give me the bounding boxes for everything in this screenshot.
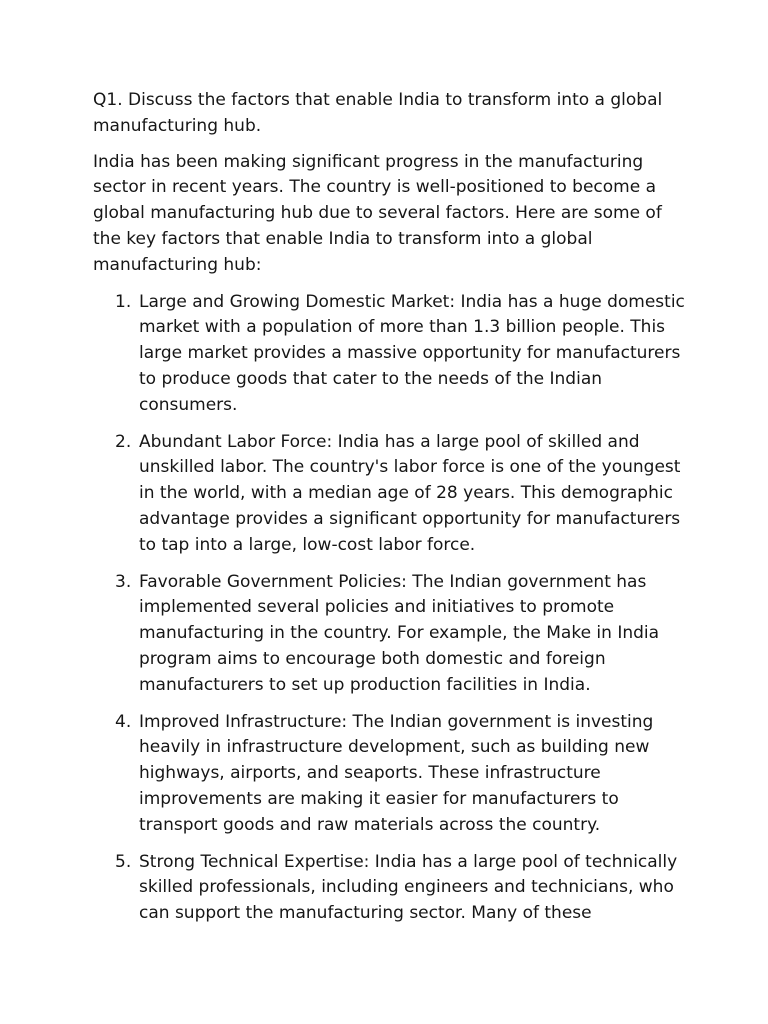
list-item — [93, 290, 685, 419]
factor-list — [93, 290, 685, 927]
list-item — [93, 710, 685, 839]
intro-paragraph: India has been making significant progress in the manufacturing sector in recent years. The country is well-positioned to become a global manufacturing hub due to several factors. Here are some of the key factors that enable India to transform into a global manufacturing hub: — [93, 151, 662, 275]
list-item-text: Abundant Labor Force: India has a large pool of skilled and unskilled labor. The country's labor force is one of the youngest in the world, with a median age of 28 years. This demographic advantage provides a significant opportunity for manufacturers to tap into a large, low-cost labor force. — [139, 431, 681, 555]
list-item-text: Improved Infrastructure: The Indian government is investing heavily in infrastructure development, such as building new highways, airports, and seaports. These infrastructure improvements are making it easier for manufacturers to transport goods and raw materials across the country. — [139, 711, 654, 835]
list-item-text: Large and Growing Domestic Market: India has a huge domestic market with a population of more than 1.3 billion people. This large market provides a massive opportunity for manufacturers to produce goods that cater to the needs of the Indian consumers. — [139, 291, 685, 415]
list-item-number: 1. — [115, 291, 132, 312]
list-item-text: Strong Technical Expertise: India has a large pool of technically skilled professionals, including engineers and technicians, who can support the manufacturing sector. Many of these — [139, 851, 678, 924]
list-item-number: 5. — [115, 851, 132, 872]
document-page — [93, 88, 685, 938]
list-item — [93, 850, 685, 927]
list-item-number: 4. — [115, 711, 132, 732]
list-item-number: 3. — [115, 571, 132, 592]
list-item — [93, 570, 685, 699]
question-heading: Q1. Discuss the factors that enable India to transform into a global manufacturing hub. — [93, 90, 663, 136]
list-item-number: 2. — [115, 431, 132, 452]
list-item-text: Favorable Government Policies: The Indian government has implemented several policies and initiatives to promote manufacturing in the country. For example, the Make in India program aims to encourage both domestic and foreign manufacturers to set up production facilities in India. — [139, 571, 660, 695]
list-item — [93, 430, 685, 559]
